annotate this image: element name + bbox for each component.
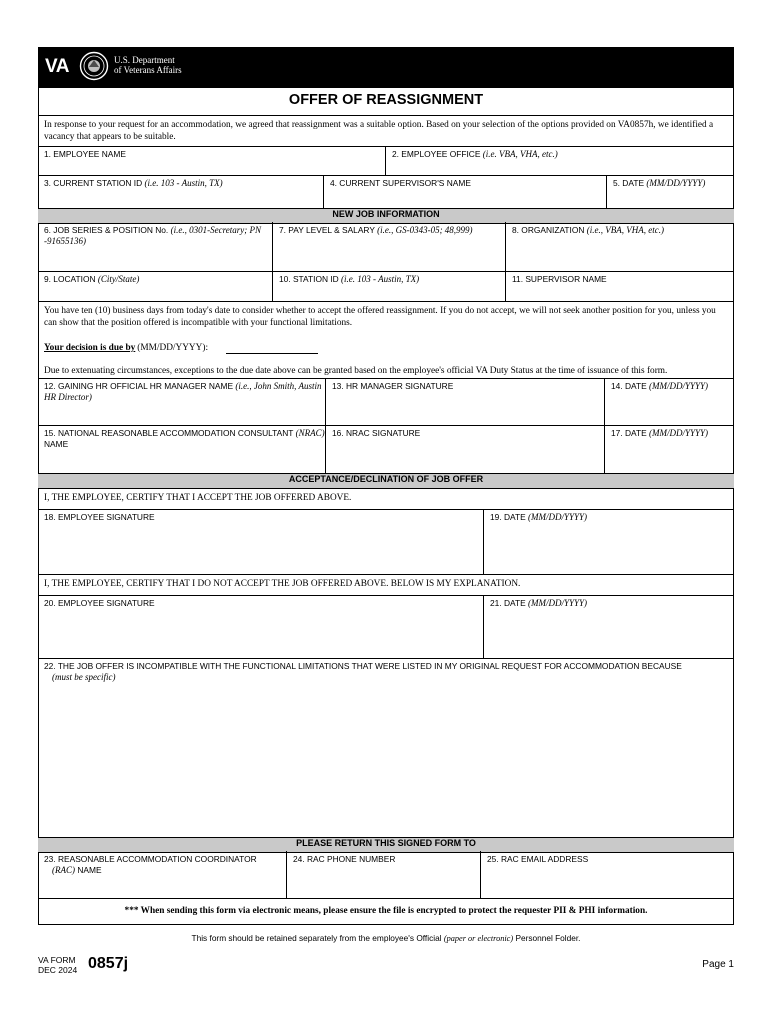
rac-name-field[interactable]: 23. REASONABLE ACCOMMODATION COORDINATOR (RAC) NAME	[38, 851, 287, 898]
supervisor-name-field[interactable]: 11. SUPERVISOR NAME	[512, 274, 607, 284]
decision-due-format: (MM/DD/YYYY):	[137, 343, 209, 353]
date-field-14[interactable]: 14. DATE (MM/DD/YYYY)	[611, 381, 709, 391]
decision-due-input[interactable]	[226, 353, 318, 354]
date-field-17[interactable]: 17. DATE (MM/DD/YYYY)	[611, 428, 709, 438]
location-field[interactable]: 9. LOCATION (City/State)	[38, 271, 273, 301]
current-supervisor-field[interactable]: 4. CURRENT SUPERVISOR'S NAME	[324, 175, 607, 208]
certify-accept-statement: I, THE EMPLOYEE, CERTIFY THAT I ACCEPT THE JOB OFFERED ABOVE.	[44, 493, 352, 503]
form-title: OFFER OF REASSIGNMENT	[288, 92, 484, 108]
pay-level-field[interactable]: 7. PAY LEVEL & SALARY (i.e., GS-0343-05; 48,999)	[273, 222, 506, 271]
form-number: 0857j	[88, 955, 129, 972]
employee-signature-accept-field[interactable]: 18. EMPLOYEE SIGNATURE	[38, 509, 484, 574]
ten-days-text: You have ten (10) business days from today's date to consider whether to accept the offered reassignment. If you do not accept, we will not seek another position for you, unless you can show that the position offered is incompatible with your functional limitations.	[44, 306, 716, 328]
va-logo: VA	[45, 56, 69, 77]
hr-manager-signature-field[interactable]: 13. HR MANAGER SIGNATURE	[326, 378, 605, 425]
new-job-section-header: NEW JOB INFORMATION	[38, 208, 734, 224]
job-series-field[interactable]: 6. JOB SERIES & POSITION No. (i.e., 0301-Secretary; PN -91655136)	[38, 222, 273, 271]
va-form-label: VA FORM	[38, 955, 76, 965]
employee-signature-decline-field[interactable]: 20. EMPLOYEE SIGNATURE	[38, 595, 484, 658]
hr-manager-name-field[interactable]: 12. GAINING HR OFFICIAL HR MANAGER NAME (i.e., John Smith, Austin HR Director)	[38, 378, 326, 425]
form-date: DEC 2024	[38, 965, 78, 975]
page-number: Page 1	[702, 959, 734, 970]
return-section-header: PLEASE RETURN THIS SIGNED FORM TO	[38, 837, 734, 853]
dept-name-line2: of Veterans Affairs	[114, 65, 182, 75]
extenuating-text: Due to extenuating circumstances, exceptions to the due date above can be granted based on the employee's official VA Duty Status at the time of issuance of this form.	[44, 366, 668, 376]
nrac-name-field[interactable]: 15. NATIONAL REASONABLE ACCOMMODATION CONSULTANT (NRAC) NAME	[38, 425, 326, 473]
date-field-5[interactable]: 5. DATE (MM/DD/YYYY)	[613, 178, 706, 188]
va-seal-icon	[79, 51, 109, 81]
date-field-21[interactable]: 21. DATE (MM/DD/YYYY)	[490, 598, 588, 608]
certify-decline-statement: I, THE EMPLOYEE, CERTIFY THAT I DO NOT ACCEPT THE JOB OFFERED ABOVE. BELOW IS MY EXPLANATION.	[44, 579, 521, 589]
rac-phone-field[interactable]: 24. RAC PHONE NUMBER	[287, 851, 481, 898]
nrac-signature-field[interactable]: 16. NRAC SIGNATURE	[326, 425, 605, 473]
encryption-notice: *** When sending this form via electronic means, please ensure the file is encrypted to protect the requester PII & PHI information.	[124, 906, 648, 916]
dept-name-line1: U.S. Department	[114, 55, 175, 65]
acceptance-section-header: ACCEPTANCE/DECLINATION OF JOB OFFER	[38, 473, 734, 489]
decision-due-label: Your decision is due by	[44, 343, 136, 353]
rac-email-field[interactable]: 25. RAC EMAIL ADDRESS	[487, 854, 589, 864]
intro-text: In response to your request for an accommodation, we agreed that reassignment was a suitable option. Based on your selection of the options provided on VA0857h, we identified a vacancy that appears to be suitable.	[44, 120, 714, 142]
incompatibility-explanation-field[interactable]: 22. THE JOB OFFER IS INCOMPATIBLE WITH THE FUNCTIONAL LIMITATIONS THAT WERE LISTED IN MY ORIGINAL REQUEST FOR ACCOMMODATION BECAUSE (must be specific)	[44, 661, 682, 682]
employee-name-field[interactable]: 1. EMPLOYEE NAME	[38, 146, 386, 175]
employee-office-field[interactable]: 2. EMPLOYEE OFFICE (i.e. VBA, VHA, etc.)	[392, 149, 558, 159]
date-field-19[interactable]: 19. DATE (MM/DD/YYYY)	[490, 512, 588, 522]
current-station-field[interactable]: 3. CURRENT STATION ID (i.e. 103 - Austin, TX)	[38, 175, 324, 208]
station-id-field[interactable]: 10. STATION ID (i.e. 103 - Austin, TX)	[273, 271, 506, 301]
retain-notice: This form should be retained separately from the employee's Official (paper or electronic) Personnel Folder.	[191, 933, 581, 943]
organization-field[interactable]: 8. ORGANIZATION (i.e., VBA, VHA, etc.)	[512, 225, 664, 235]
header-bar	[38, 47, 734, 87]
